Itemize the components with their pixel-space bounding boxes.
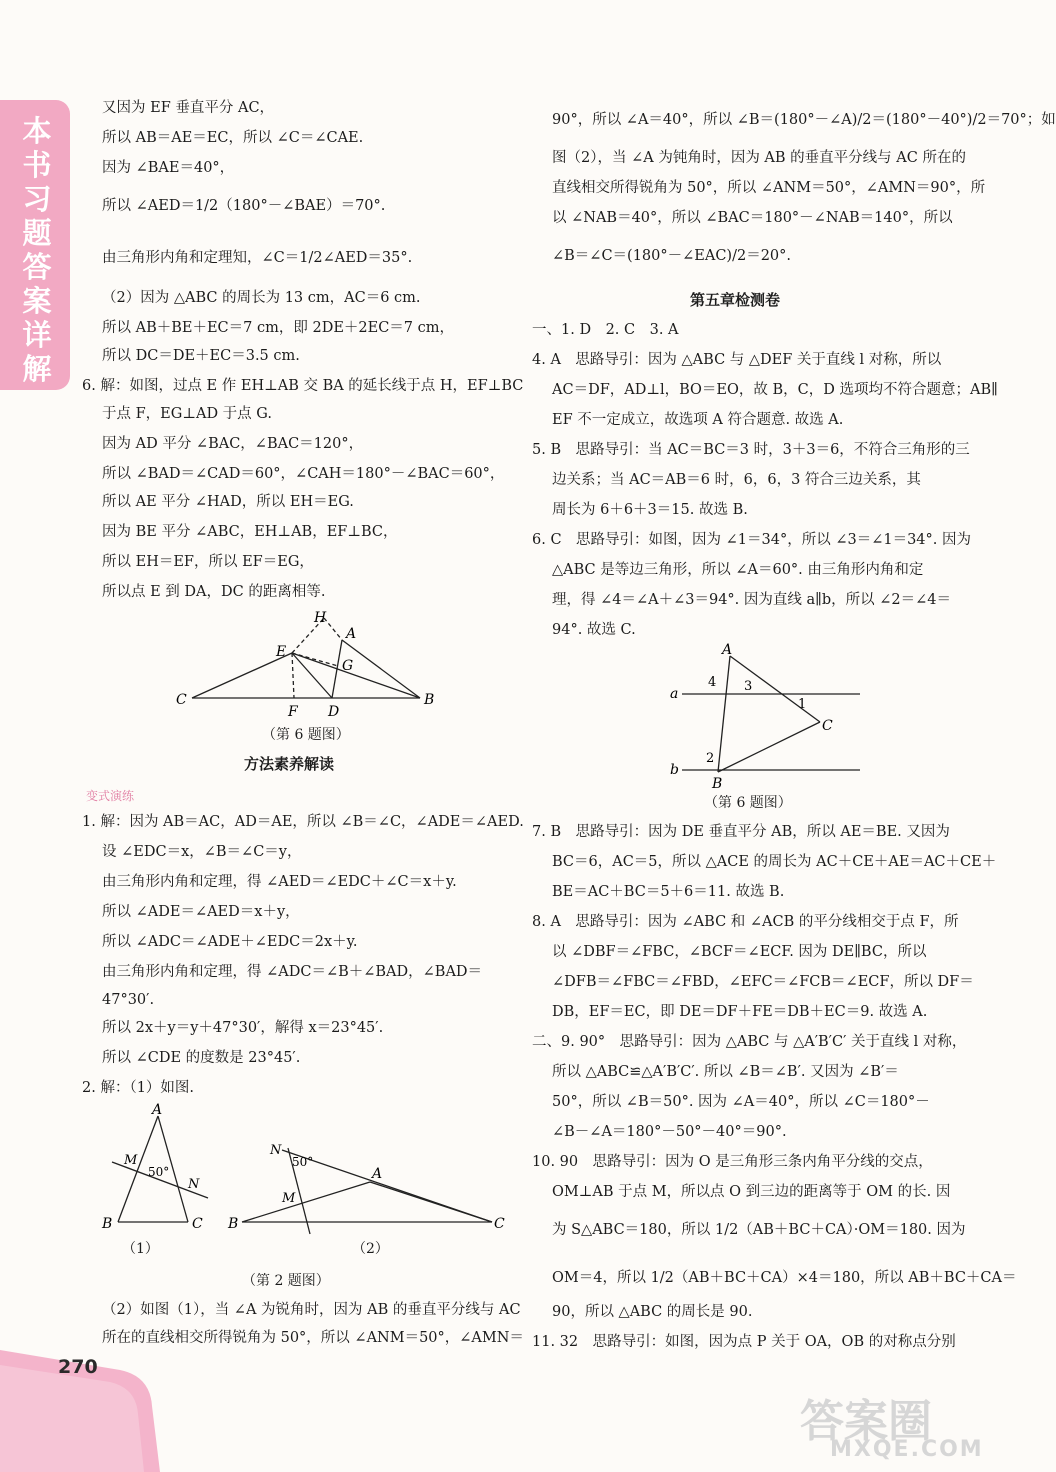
text-line: 由三角形内角和定理，得 ∠ADC＝∠B＋∠BAD，∠BAD＝ — [102, 964, 483, 980]
figure-2-2 — [222, 1138, 507, 1238]
text-line: 所以 ∠CDE 的度数是 23°45′. — [102, 1050, 301, 1066]
text-line: 二、9. 90° 思路导引：因为 △ABC 与 △A′B′C′ 关于直线 l 对称， — [532, 1034, 967, 1050]
text-line: 所以 2x＋y＝y＋47°30′，解得 x＝23°45′. — [102, 1020, 384, 1036]
text-line: 5. B 思路导引：当 AC＝BC＝3 时，3＋3＝6，不符合三角形的三 — [532, 442, 970, 458]
text-line: 所以 AE 平分 ∠HAD，所以 EH＝EG. — [102, 494, 354, 510]
text-line: ∠B＝∠C＝(180°－∠EAC)/2＝20°. — [552, 248, 792, 264]
fig-label: G — [342, 658, 354, 674]
fig-label: F — [288, 704, 298, 720]
text-line: 边关系；当 AC＝AB＝6 时，6，6，3 符合三边关系，其 — [552, 472, 921, 488]
text-line: 90，所以 △ABC 的周长是 90. — [552, 1304, 753, 1320]
fig-label: C — [822, 718, 833, 734]
text-line: 所以 ∠ADE＝∠AED＝x＋y， — [102, 904, 300, 920]
text-line: 7. B 思路导引：因为 DE 垂直平分 AB，所以 AE＝BE. 又因为 — [532, 824, 950, 840]
text-line: 所以 AB＋BE＋EC＝7 cm，即 2DE＋2EC＝7 cm， — [102, 320, 455, 336]
side-tab — [0, 100, 70, 390]
text-line: 6. C 思路导引：如图，因为 ∠1＝34°，所以 ∠3＝∠1＝34°. 因为 — [532, 532, 971, 548]
text-line: 直线相交所得锐角为 50°，所以 ∠ANM＝50°，∠AMN＝90°，所 — [552, 180, 986, 196]
text-line: 47°30′. — [102, 992, 155, 1008]
section-heading: 第五章检测卷 — [690, 291, 781, 309]
text-line: 于点 F，EG⊥AD 于点 G. — [102, 406, 272, 422]
text-line: ∠B－∠A＝180°－50°－40°＝90°. — [552, 1124, 787, 1140]
text-line: 所以点 E 到 DA，DC 的距离相等. — [102, 584, 326, 600]
text-line: （2）因为 △ABC 的周长为 13 cm，AC＝6 cm. — [102, 290, 421, 306]
fig-label: M — [124, 1153, 138, 1168]
text-line: BC＝6，AC＝5，所以 △ACE 的周长为 AC＋CE＋AE＝AC＋CE＋ — [552, 854, 997, 870]
fig-label: b — [670, 762, 679, 778]
text-line: 周长为 6＋6＋3＝15. 故选 B. — [552, 502, 748, 518]
figure-2-1 — [92, 1102, 222, 1232]
text-line: 50°，所以 ∠B＝50°. 因为 ∠A＝40°，所以 ∠C＝180°－ — [552, 1094, 930, 1110]
watermark-text: 答案圈 — [800, 1396, 932, 1447]
text-line: 6. 解：如图，过点 E 作 EH⊥AB 交 BA 的延长线于点 H，EF⊥BC — [82, 378, 524, 394]
text-line: 1. 解：因为 AB＝AC，AD＝AE，所以 ∠B＝∠C，∠ADE＝∠AED. — [82, 814, 524, 830]
text-line: AC＝DF，AD⊥l，BO＝EO，故 B，C，D 选项均不符合题意；AB∥ — [552, 382, 998, 398]
text-line: 4. A 思路导引：因为 △ABC 与 △DEF 关于直线 l 对称，所以 — [532, 352, 942, 368]
fig-label: 1 — [798, 697, 807, 712]
text-line: 因为 ∠BAE＝40°， — [102, 160, 235, 176]
text-line: 10. 90 思路导引：因为 O 是三角形三条内角平分线的交点， — [532, 1154, 933, 1170]
figure-subcaption: （2） — [352, 1241, 389, 1257]
fig-label: D — [328, 704, 340, 720]
text-line: ∠DFB＝∠FBC＝∠FBD，∠EFC＝∠FCB＝∠ECF，所以 DF＝ — [552, 974, 974, 990]
text-line: 所以 EH＝EF，所以 EF＝EG， — [102, 554, 314, 570]
fig-label: 2 — [706, 751, 715, 766]
fig-label: A — [372, 1166, 383, 1182]
text-line: 90°，所以 ∠A＝40°，所以 ∠B＝(180°－∠A)/2＝(180°－40°)/2＝70°；如 — [552, 112, 1056, 128]
fig-label: B — [712, 776, 723, 792]
fig-label: A — [722, 642, 733, 658]
text-line: BE＝AC＋BC＝5＋6＝11. 故选 B. — [552, 884, 785, 900]
side-tab-label: 本书习题答案详解 — [22, 114, 52, 386]
fig-label: C — [176, 692, 187, 708]
text-line: 因为 BE 平分 ∠ABC，EH⊥AB，EF⊥BC， — [102, 524, 398, 540]
section-sublabel: 变式演练 — [86, 789, 135, 803]
watermark-logo — [790, 1385, 990, 1465]
fig-label: B — [424, 692, 435, 708]
fig-label: N — [188, 1177, 200, 1192]
fig-label: B — [228, 1216, 239, 1232]
fig-label: H — [314, 610, 327, 626]
text-line: 8. A 思路导引：因为 ∠ABC 和 ∠ACB 的平分线相交于点 F，所 — [532, 914, 959, 930]
fig-label: M — [282, 1191, 296, 1206]
text-line: 2. 解：（1）如图. — [82, 1080, 195, 1096]
text-line: EF 不一定成立，故选项 A 符合题意. 故选 A. — [552, 412, 844, 428]
text-line: 为 S△ABC＝180，所以 1/2（AB＋BC＋CA）·OM＝180. 因为 — [552, 1222, 966, 1238]
figure-6-left — [172, 610, 435, 720]
text-line: 所以 ∠AED＝1/2（180°－∠BAE）＝70°. — [102, 198, 386, 214]
text-line: 由三角形内角和定理，得 ∠AED＝∠EDC＋∠C＝x＋y. — [102, 874, 457, 890]
figure-caption: （第 2 题图） — [242, 1273, 330, 1289]
text-line: 一、1. D 2. C 3. A — [532, 322, 679, 338]
figure-caption: （第 6 题图） — [704, 795, 792, 811]
fig-label: E — [276, 644, 287, 660]
text-line: DB，EF＝EC，即 DE＝DF＋FE＝DB＋EC＝9. 故选 A. — [552, 1004, 928, 1020]
fig-label: 50° — [292, 1155, 314, 1169]
watermark-url: MXQE.COM — [830, 1437, 984, 1462]
figure-subcaption: （1） — [122, 1241, 159, 1257]
fig-label: A — [152, 1102, 163, 1118]
text-line: 所以 AB＝AE＝EC，所以 ∠C＝∠CAE. — [102, 130, 364, 146]
text-line: 又因为 EF 垂直平分 AC， — [102, 100, 275, 116]
text-line: 所以 ∠BAD＝∠CAD＝60°，∠CAH＝180°－∠BAC＝60°， — [102, 466, 505, 482]
text-line: 11. 32 思路导引：如图，因为点 P 关于 OA，OB 的对称点分别 — [532, 1334, 956, 1350]
figure-6-right — [660, 642, 870, 792]
text-line: 以 ∠NAB＝40°，所以 ∠BAC＝180°－∠NAB＝140°，所以 — [552, 210, 953, 226]
fig-label: B — [102, 1216, 113, 1232]
text-line: 所以 △ABC≌△A′B′C′. 所以 ∠B＝∠B′. 又因为 ∠B′＝ — [552, 1064, 899, 1080]
fig-label: 50° — [148, 1165, 170, 1179]
figure-caption: （第 6 题图） — [262, 727, 350, 743]
text-line: 所以 DC＝DE＋EC＝3.5 cm. — [102, 348, 300, 364]
text-line: OM⊥AB 于点 M，所以点 O 到三边的距离等于 OM 的长. 因 — [552, 1184, 951, 1200]
text-line: 以 ∠DBF＝∠FBC，∠BCF＝∠ECF. 因为 DE∥BC，所以 — [552, 944, 927, 960]
fig-label: a — [670, 686, 679, 702]
text-line: OM＝4，所以 1/2（AB＋BC＋CA）×4＝180，所以 AB＋BC＋CA＝ — [552, 1270, 1017, 1286]
fig-label: C — [192, 1216, 203, 1232]
page-number: 270 — [58, 1356, 98, 1378]
text-line: △ABC 是等边三角形，所以 ∠A＝60°. 由三角形内角和定 — [552, 562, 924, 578]
text-line: 理，得 ∠4＝∠A＋∠3＝94°. 因为直线 a∥b，所以 ∠2＝∠4＝ — [552, 592, 951, 608]
text-line: 设 ∠EDC＝x，∠B＝∠C＝y， — [102, 844, 302, 860]
fig-label: N — [270, 1143, 282, 1158]
text-line: 由三角形内角和定理知，∠C＝1/2∠AED＝35°. — [102, 250, 413, 266]
text-line: 因为 AD 平分 ∠BAC，∠BAC＝120°， — [102, 436, 364, 452]
fig-label: 3 — [744, 679, 753, 694]
section-heading: 方法素养解读 — [244, 755, 335, 773]
fig-label: 4 — [708, 675, 717, 690]
fig-label: C — [494, 1216, 505, 1232]
text-line: （2）如图（1），当 ∠A 为锐角时，因为 AB 的垂直平分线与 AC — [102, 1302, 521, 1318]
text-line: 图（2），当 ∠A 为钝角时，因为 AB 的垂直平分线与 AC 所在的 — [552, 150, 966, 166]
text-line: 所在的直线相交所得锐角为 50°，所以 ∠ANM＝50°，∠AMN＝ — [102, 1330, 524, 1346]
text-line: 所以 ∠ADC＝∠ADE＋∠EDC＝2x＋y. — [102, 934, 358, 950]
text-line: 94°. 故选 C. — [552, 622, 636, 638]
fig-label: A — [346, 626, 357, 642]
